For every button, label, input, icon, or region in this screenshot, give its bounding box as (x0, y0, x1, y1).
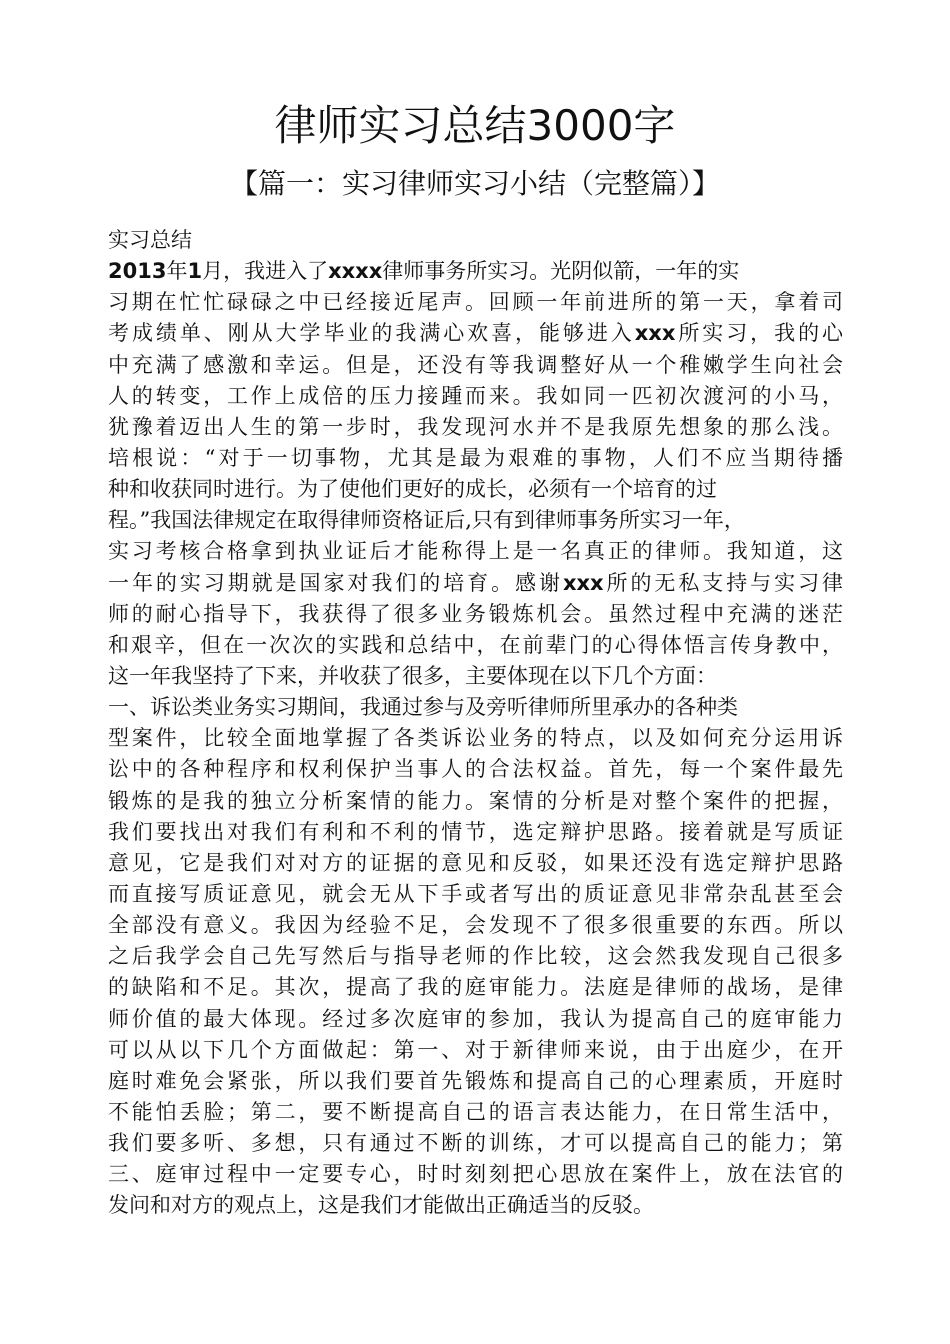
body-line: 一、诉讼类业务实习期间，我通过参与及旁听律师所里承办的各种类 (108, 695, 738, 720)
body-line: 全部没有意义。我因为经验不足，会发现不了很多很重要的东西。所以 (108, 913, 843, 938)
document-title: 律师实习总结3000字 (274, 101, 676, 150)
body-line: 中充满了感激和幸运。但是，还没有等我调整好从一个稚嫩学生向社会 (108, 352, 843, 377)
body-line: 我们要多听、多想，只有通过不断的训练，才可以提高自己的能力；第 (108, 1131, 843, 1156)
body-line: 不能怕丢脸；第二，要不断提高自己的语言表达能力，在日常生活中， (108, 1099, 843, 1124)
body-line: 可以从以下几个方面做起：第一、对于新律师来说，由于出庭少，在开 (108, 1037, 843, 1062)
body-line: 的缺陷和不足。其次，提高了我的庭审能力。法庭是律师的战场，是律 (108, 975, 843, 1000)
body-line: 一年的实习期就是国家对我们的培育。感谢xxx所的无私支持与实习律 (108, 570, 844, 595)
body-line: 师价值的最大体现。经过多次庭审的参加，我认为提高自己的庭审能力 (108, 1006, 843, 1031)
body-line: 发问和对方的观点上，这是我们才能做出正确适当的反驳。 (108, 1193, 654, 1218)
body-line: 实习考核合格拿到执业证后才能称得上是一名真正的律师。我知道，这 (108, 539, 843, 564)
body-line: 人的转变，工作上成倍的压力接踵而来。我如同一匹初次渡河的小马， (108, 383, 843, 408)
body-line: 之后我学会自己先写然后与指导老师的作比较，这会然我发现自己很多 (108, 944, 843, 969)
body-line: 习期在忙忙碌碌之中已经接近尾声。回顾一年前进所的第一天，拿着司 (108, 290, 843, 315)
body-line: 庭时难免会紧张，所以我们要首先锻炼和提高自己的心理素质，开庭时 (108, 1068, 843, 1093)
body-line: 2013年1月，我进入了xxxx律师事务所实习。光阴似箭，一年的实 (108, 259, 740, 284)
body-line: 讼中的各种程序和权利保护当事人的合法权益。首先，每一个案件最先 (108, 757, 843, 782)
body-line: 实习总结 (108, 228, 192, 252)
body-line: 考成绩单、刚从大学毕业的我满心欢喜，能够进入xxx所实习，我的心 (108, 321, 844, 346)
body-line: 师的耐心指导下，我获得了很多业务锻炼机会。虽然过程中充满的迷茫 (108, 601, 843, 626)
body-line: 犹豫着迈出人生的第一步时，我发现河水并不是我原先想象的那么浅。 (108, 414, 843, 439)
body-line: 种和收获同时进行。为了使他们更好的成长，必须有一个培育的过 (108, 477, 717, 502)
body-line: 而直接写质证意见，就会无从下手或者写出的质证意见非常杂乱甚至会 (108, 881, 843, 906)
body-line: 锻炼的是我的独立分析案情的能力。案情的分析是对整个案件的把握， (108, 788, 843, 813)
body-line: 我们要找出对我们有利和不利的情节，选定辩护思路。接着就是写质证 (108, 819, 843, 844)
body-line: 意见，它是我们对对方的证据的意见和反驳，如果还没有选定辩护思路 (108, 850, 843, 875)
body-line: 三、庭审过程中一定要专心，时时刻刻把心思放在案件上，放在法官的 (108, 1162, 843, 1187)
body-line: 程。”我国法律规定在取得律师资格证后,只有到律师事务所实习一年， (108, 508, 745, 533)
body-line: 这一年我坚持了下来，并收获了很多，主要体现在以下几个方面： (108, 663, 717, 688)
document-body (108, 225, 843, 1222)
body-line: 和艰辛，但在一次次的实践和总结中，在前辈门的心得体悟言传身教中， (108, 632, 843, 657)
body-line: 培根说：“对于一切事物，尤其是最为艰难的事物，人们不应当期待播 (108, 445, 843, 470)
body-line: 型案件，比较全面地掌握了各类诉讼业务的特点，以及如何充分运用诉 (108, 726, 843, 751)
document-subtitle: 【篇一：实习律师实习小结（完整篇）】 (229, 167, 720, 200)
